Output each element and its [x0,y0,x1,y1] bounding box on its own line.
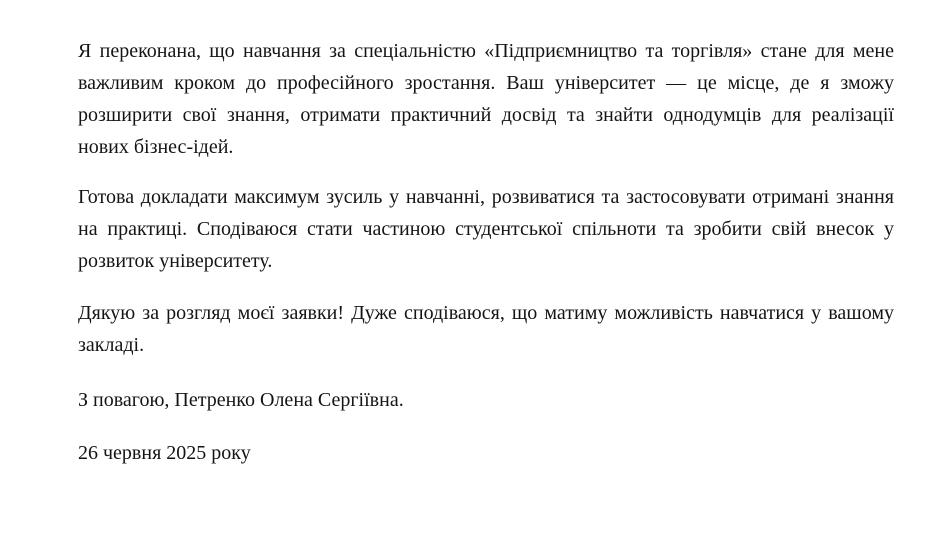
letter-signature: З повагою, Петренко Олена Сергіївна. [78,389,404,411]
letter-date: 26 червня 2025 року [78,442,251,464]
letter-paragraph-thanks: Дякую за розгляд моєї заявки! Дуже сподіваюся, що матиму можливість навчатися у вашому закладі. [78,302,894,356]
letter-paragraph-commitment: Готова докладати максимум зусиль у навчанні, розвиватися та застосовувати отримані знання на практиці. Сподіваюся стати частиною студентської спільноти та зробити свій внесок у розвиток університету. [78,186,894,272]
letter-paragraph-motivation: Я переконана, що навчання за спеціальністю «Підприємництво та торгівля» стане для мене важливим кроком до професійного зростання. Ваш університет — це місце, де я зможу розширити свої знання, отримати практичний досвід та знайти однодумців для реалізації нових бізнес-ідей. [78,40,894,158]
